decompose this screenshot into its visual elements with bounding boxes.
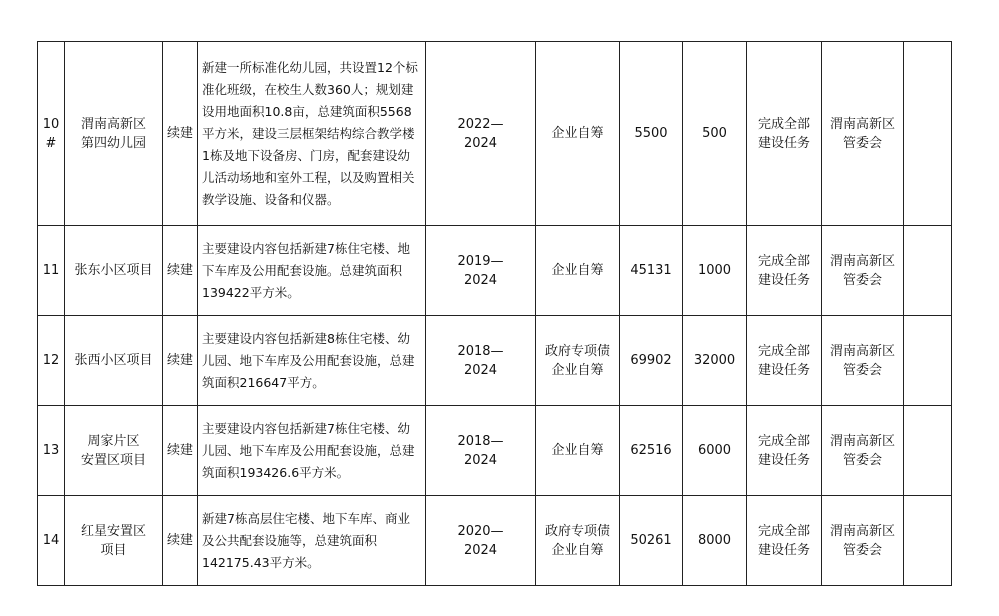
funding-source: 政府专项债 企业自筹	[536, 316, 620, 406]
project-description: 主要建设内容包括新建7栋住宅楼、地下车库及公用配套设施。总建筑面积139422平方米。	[198, 226, 426, 316]
table-row	[38, 496, 952, 586]
table-body	[38, 42, 952, 586]
construction-period: 2020— 2024	[426, 496, 536, 586]
table-row	[38, 42, 952, 226]
table-row	[38, 316, 952, 406]
project-description: 主要建设内容包括新建7栋住宅楼、幼儿园、地下车库及公用配套设施，总建筑面积193426.6平方米。	[198, 406, 426, 496]
funding-source: 政府专项债 企业自筹	[536, 496, 620, 586]
responsible-unit: 渭南高新区 管委会	[822, 42, 904, 226]
project-description: 新建7栋高层住宅楼、地下车库、商业及公共配套设施等，总建筑面积142175.43平方米。	[198, 496, 426, 586]
remarks	[904, 42, 952, 226]
annual-goal: 完成全部 建设任务	[747, 316, 822, 406]
row-number: 14	[38, 496, 65, 586]
project-table	[37, 41, 952, 586]
annual-investment: 8000	[683, 496, 747, 586]
total-investment: 50261	[620, 496, 683, 586]
annual-investment: 6000	[683, 406, 747, 496]
project-name: 红星安置区 项目	[65, 496, 163, 586]
annual-goal: 完成全部 建设任务	[747, 42, 822, 226]
total-investment: 45131	[620, 226, 683, 316]
construction-type: 续建	[163, 316, 198, 406]
annual-goal: 完成全部 建设任务	[747, 226, 822, 316]
total-investment: 5500	[620, 42, 683, 226]
project-name: 渭南高新区 第四幼儿园	[65, 42, 163, 226]
total-investment: 69902	[620, 316, 683, 406]
annual-investment: 1000	[683, 226, 747, 316]
construction-period: 2019— 2024	[426, 226, 536, 316]
remarks	[904, 406, 952, 496]
construction-period: 2018— 2024	[426, 406, 536, 496]
row-number: 13	[38, 406, 65, 496]
construction-type: 续建	[163, 406, 198, 496]
construction-type: 续建	[163, 226, 198, 316]
responsible-unit: 渭南高新区 管委会	[822, 406, 904, 496]
remarks	[904, 496, 952, 586]
row-number: 10 #	[38, 42, 65, 226]
row-number: 11	[38, 226, 65, 316]
total-investment: 62516	[620, 406, 683, 496]
funding-source: 企业自筹	[536, 406, 620, 496]
table-row	[38, 226, 952, 316]
remarks	[904, 316, 952, 406]
project-name: 张西小区项目	[65, 316, 163, 406]
remarks	[904, 226, 952, 316]
responsible-unit: 渭南高新区 管委会	[822, 316, 904, 406]
responsible-unit: 渭南高新区 管委会	[822, 496, 904, 586]
construction-period: 2022— 2024	[426, 42, 536, 226]
row-number: 12	[38, 316, 65, 406]
annual-goal: 完成全部 建设任务	[747, 406, 822, 496]
project-name: 周家片区 安置区项目	[65, 406, 163, 496]
project-name: 张东小区项目	[65, 226, 163, 316]
annual-investment: 32000	[683, 316, 747, 406]
responsible-unit: 渭南高新区 管委会	[822, 226, 904, 316]
annual-goal: 完成全部 建设任务	[747, 496, 822, 586]
construction-type: 续建	[163, 42, 198, 226]
project-description: 新建一所标准化幼儿园，共设置12个标准化班级，在校生人数360人；规划建设用地面积10.8亩，总建筑面积5568平方米，建设三层框架结构综合教学楼1栋及地下设备房、门房，配套建设幼儿活动场地和室外工程，以及购置相关教学设施、设备和仪器。	[198, 42, 426, 226]
annual-investment: 500	[683, 42, 747, 226]
table-row	[38, 406, 952, 496]
project-description: 主要建设内容包括新建8栋住宅楼、幼儿园、地下车库及公用配套设施，总建筑面积216647平方。	[198, 316, 426, 406]
construction-type: 续建	[163, 496, 198, 586]
funding-source: 企业自筹	[536, 226, 620, 316]
funding-source: 企业自筹	[536, 42, 620, 226]
construction-period: 2018— 2024	[426, 316, 536, 406]
